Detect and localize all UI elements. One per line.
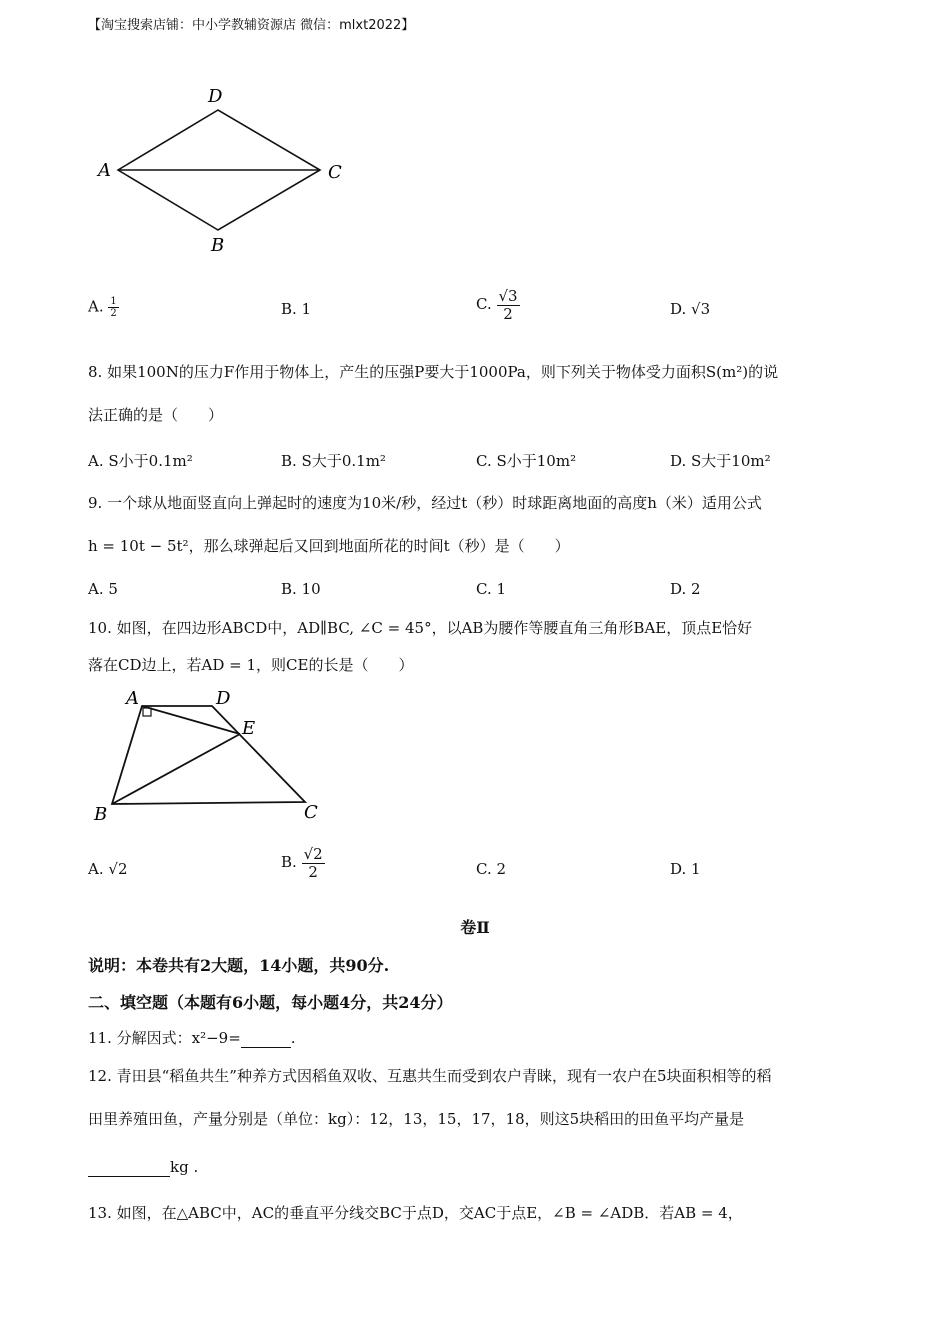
segment-be bbox=[112, 734, 240, 804]
label-a: A bbox=[126, 688, 139, 709]
q10-stem-line1: 10. 如图，在四边形ABCD中，AD∥BC, ∠C = 45°，以AB为腰作等腰直角三角形BAE，顶点E恰好 bbox=[88, 619, 753, 637]
part-note: 说明：本卷共有2大题，14小题，共90分. bbox=[88, 956, 390, 975]
q9-stem-line2: h = 10t − 5t²，那么球弹起后又回到地面所花的时间t（秒）是（ ） bbox=[88, 537, 570, 555]
quadrilateral-abcd bbox=[112, 706, 305, 804]
q8-stem-line1: 8. 如果100N的压力F作用于物体上，产生的压强P要大于1000Pa，则下列关于物体受力面积S(m²)的说 bbox=[88, 363, 779, 381]
q11-answer-blank[interactable] bbox=[241, 1047, 291, 1048]
q8-option-d: D. S大于10m² bbox=[670, 452, 771, 470]
q7-option-d: D. √3 bbox=[670, 300, 711, 318]
q12-stem-line1: 12. 青田县“稻鱼共生”种养方式因稻鱼双收、互惠共生而受到农户青睐，现有一农户在5块面积相等的稻 bbox=[88, 1067, 772, 1085]
q12-stem-line3: kg . bbox=[88, 1157, 198, 1177]
q8-stem-line2: 法正确的是（ ） bbox=[88, 406, 224, 424]
q7-option-c: C. $\frac{√3}{2}$ bbox=[476, 287, 518, 323]
q10-option-a: A. √2 bbox=[88, 860, 128, 878]
label-b: B bbox=[94, 804, 108, 825]
q7-option-b: B. 1 bbox=[281, 300, 312, 318]
q10-option-b: B. $\frac{√2}{2}$ bbox=[281, 845, 323, 881]
figure-quadrilateral bbox=[90, 686, 340, 826]
label-b: B bbox=[211, 235, 225, 256]
q13-stem-line1: 13. 如图，在△ABC中，AC的垂直平分线交BC于点D，交AC于点E，∠B = ∠ADB．若AB = 4， bbox=[88, 1204, 743, 1222]
q9-stem-line1: 9. 一个球从地面竖直向上弹起时的速度为10米/秒，经过t（秒）时球距离地面的高度h（米）适用公式 bbox=[88, 494, 762, 512]
q10-option-c: C. 2 bbox=[476, 860, 507, 878]
q10-option-d: D. 1 bbox=[670, 860, 701, 878]
q8-option-b: B. S大于0.1m² bbox=[281, 452, 386, 470]
q7-option-a: A. $\frac{1}{2}$ bbox=[88, 296, 117, 319]
q9-option-c: C. 1 bbox=[476, 580, 507, 598]
label-c: C bbox=[304, 802, 318, 823]
q9-option-d: D. 2 bbox=[670, 580, 701, 598]
label-c: C bbox=[328, 162, 342, 183]
q9-option-b: B. 10 bbox=[281, 580, 321, 598]
q10-stem-line2: 落在CD边上，若AD = 1，则CE的长是（ ） bbox=[88, 656, 414, 674]
label-d: D bbox=[208, 86, 223, 107]
figure-rhombus bbox=[90, 82, 360, 262]
q9-option-a: A. 5 bbox=[88, 580, 118, 598]
q8-option-c: C. S小于10m² bbox=[476, 452, 577, 470]
label-d: D bbox=[216, 688, 231, 709]
q12-answer-blank[interactable] bbox=[88, 1176, 170, 1177]
label-e: E bbox=[242, 718, 256, 739]
q12-stem-line2: 田里养殖田鱼，产量分别是（单位：kg）：12，13，15，17，18，则这5块稻田的田鱼平均产量是 bbox=[88, 1110, 745, 1128]
q11-stem: 11. 分解因式：x²−9= . bbox=[88, 1029, 296, 1047]
right-angle-mark bbox=[143, 708, 151, 716]
q8-option-a: A. S小于0.1m² bbox=[88, 452, 193, 470]
part-title: 卷Ⅱ bbox=[460, 918, 490, 937]
page-header: 【淘宝搜索店铺：中小学教辅资源店 微信：mlxt2022】 bbox=[88, 18, 415, 33]
label-a: A bbox=[98, 160, 111, 181]
section-title: 二、填空题（本题有6小题，每小题4分，共24分） bbox=[88, 993, 453, 1012]
